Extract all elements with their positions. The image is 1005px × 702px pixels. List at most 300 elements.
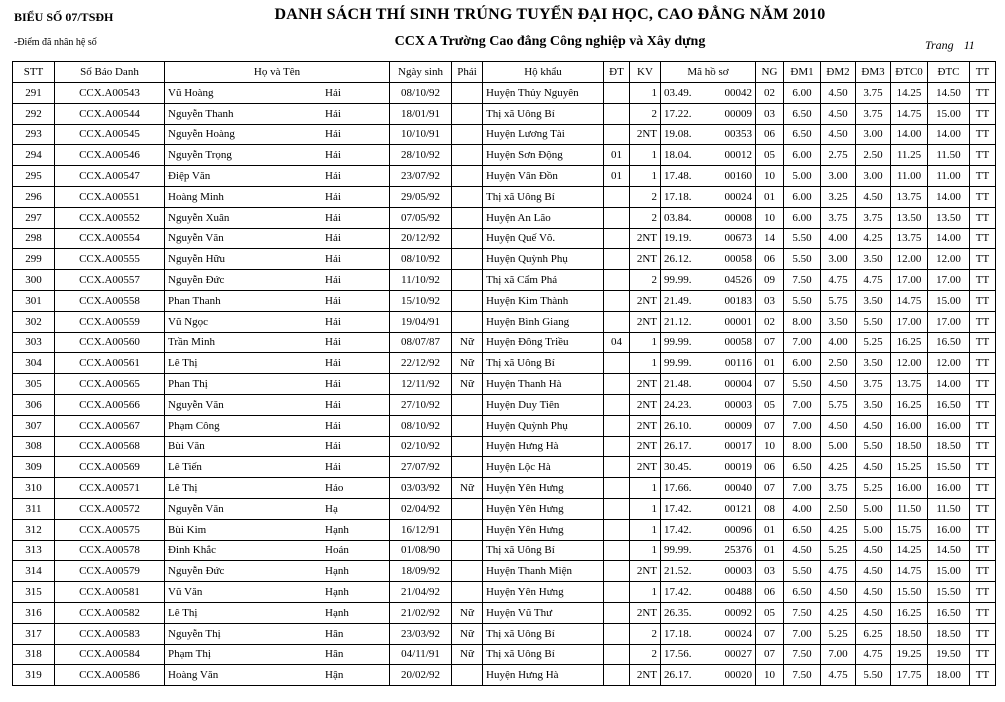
cell-dt	[604, 270, 630, 291]
cell-tt: TT	[970, 665, 996, 686]
cell-stt: 299	[13, 249, 55, 270]
cell-dm3: 4.50	[856, 415, 891, 436]
cell-dtc0: 15.25	[891, 457, 928, 478]
cell-dt	[604, 582, 630, 603]
cell-dm3: 5.25	[856, 478, 891, 499]
cell-file-code-prefix: 99.99.	[664, 357, 692, 370]
cell-sbd: CCX.A00544	[55, 103, 165, 124]
cell-given-name: Hạnh	[325, 606, 349, 619]
cell-full-name	[165, 186, 390, 207]
cell-ngay: 20/12/92	[390, 228, 452, 249]
cell-given-name: Hải	[325, 170, 341, 183]
cell-dtc: 15.00	[928, 561, 970, 582]
page-label: Trang	[925, 38, 954, 52]
cell-dt	[604, 290, 630, 311]
cell-dt	[604, 561, 630, 582]
cell-tt: TT	[970, 270, 996, 291]
cell-file-code-number: 00024	[724, 627, 752, 640]
cell-hk: Huyện Sơn Động	[483, 145, 604, 166]
cell-tt: TT	[970, 582, 996, 603]
cell-given-name: Hoán	[325, 544, 349, 557]
cell-family-name: Vũ Ngọc	[168, 315, 209, 328]
cell-file-code-number: 00092	[724, 606, 752, 619]
cell-dtc0: 18.50	[891, 436, 928, 457]
cell-file-code-number: 00116	[724, 357, 752, 370]
cell-sbd: CCX.A00566	[55, 394, 165, 415]
cell-dt	[604, 436, 630, 457]
cell-dm3: 3.75	[856, 374, 891, 395]
column-header: ĐTC	[928, 62, 970, 83]
cell-dm2: 4.75	[821, 665, 856, 686]
cell-dm3: 5.00	[856, 519, 891, 540]
cell-file-code	[661, 228, 756, 249]
cell-full-name	[165, 374, 390, 395]
cell-phai	[452, 249, 483, 270]
cell-file-code-number: 25376	[724, 544, 752, 557]
cell-dt	[604, 665, 630, 686]
cell-dtc: 11.50	[928, 145, 970, 166]
page-number: 11	[963, 38, 975, 52]
cell-phai	[452, 311, 483, 332]
document-title: DANH SÁCH THÍ SINH TRÚNG TUYỂN ĐẠI HỌC, CAO ĐẲNG NĂM 2010	[274, 6, 826, 23]
cell-file-code-prefix: 26.17.	[664, 669, 692, 682]
cell-dtc0: 14.25	[891, 540, 928, 561]
cell-dt	[604, 207, 630, 228]
cell-dt	[604, 311, 630, 332]
cell-kv: 2	[630, 623, 661, 644]
cell-ngay: 04/11/91	[390, 644, 452, 665]
cell-hk: Huyện Duy Tiên	[483, 394, 604, 415]
cell-ngay: 02/10/92	[390, 436, 452, 457]
cell-phai	[452, 103, 483, 124]
cell-sbd: CCX.A00559	[55, 311, 165, 332]
cell-dm2: 2.50	[821, 353, 856, 374]
cell-dm1: 7.00	[784, 478, 821, 499]
cell-kv: 1	[630, 166, 661, 187]
cell-kv: 2NT	[630, 602, 661, 623]
cell-kv: 1	[630, 353, 661, 374]
cell-file-code-prefix: 99.99.	[664, 274, 692, 287]
cell-tt: TT	[970, 436, 996, 457]
cell-dm3: 4.50	[856, 186, 891, 207]
cell-dtc: 16.50	[928, 394, 970, 415]
cell-given-name: Hải	[325, 294, 341, 307]
cell-full-name	[165, 623, 390, 644]
cell-phai	[452, 457, 483, 478]
cell-dm3: 4.50	[856, 582, 891, 603]
cell-tt: TT	[970, 602, 996, 623]
cell-dm2: 4.50	[821, 374, 856, 395]
cell-ng: 07	[756, 478, 784, 499]
cell-dtc0: 13.75	[891, 374, 928, 395]
cell-phai	[452, 145, 483, 166]
cell-tt: TT	[970, 249, 996, 270]
cell-kv: 2NT	[630, 457, 661, 478]
cell-ngay: 18/01/91	[390, 103, 452, 124]
cell-tt: TT	[970, 83, 996, 104]
cell-file-code-prefix: 99.99.	[664, 336, 692, 349]
cell-dt	[604, 124, 630, 145]
column-header: Mã hồ sơ	[661, 62, 756, 83]
column-header: ĐM3	[856, 62, 891, 83]
cell-full-name	[165, 415, 390, 436]
cell-phai: Nữ	[452, 353, 483, 374]
cell-file-code-number: 00001	[724, 315, 752, 328]
cell-hk: Huyện Yên Hưng	[483, 519, 604, 540]
cell-file-code	[661, 103, 756, 124]
cell-dtc0: 16.25	[891, 602, 928, 623]
cell-dm2: 4.25	[821, 519, 856, 540]
cell-dm3: 4.50	[856, 602, 891, 623]
cell-kv: 2NT	[630, 394, 661, 415]
cell-file-code-number: 00096	[724, 523, 752, 536]
cell-dtc0: 12.00	[891, 353, 928, 374]
cell-file-code-number: 00019	[724, 461, 752, 474]
cell-dm2: 3.00	[821, 166, 856, 187]
cell-dm1: 6.50	[784, 124, 821, 145]
cell-stt: 307	[13, 415, 55, 436]
cell-family-name: Nguyễn Văn	[168, 398, 224, 411]
cell-dtc: 14.00	[928, 228, 970, 249]
cell-ngay: 07/05/92	[390, 207, 452, 228]
cell-file-code-number: 00058	[724, 253, 752, 266]
cell-full-name	[165, 145, 390, 166]
cell-ng: 06	[756, 582, 784, 603]
cell-dm1: 6.00	[784, 186, 821, 207]
cell-hk: Thị xã Uông Bí	[483, 540, 604, 561]
cell-ng: 03	[756, 561, 784, 582]
cell-kv: 1	[630, 83, 661, 104]
score-note: -Điểm đã nhân hệ số	[14, 37, 97, 48]
cell-dm3: 3.75	[856, 207, 891, 228]
cell-ng: 10	[756, 166, 784, 187]
cell-file-code	[661, 207, 756, 228]
cell-dm3: 3.50	[856, 394, 891, 415]
cell-ngay: 20/02/92	[390, 665, 452, 686]
cell-file-code-number: 04526	[724, 274, 752, 287]
cell-family-name: Nguyễn Hoàng	[168, 128, 235, 141]
cell-stt: 301	[13, 290, 55, 311]
cell-kv: 1	[630, 332, 661, 353]
cell-dm1: 5.50	[784, 561, 821, 582]
cell-hk: Huyện An Lão	[483, 207, 604, 228]
cell-sbd: CCX.A00568	[55, 436, 165, 457]
cell-hk: Huyện Yên Hưng	[483, 582, 604, 603]
cell-family-name: Nguyễn Thanh	[168, 107, 234, 120]
column-header: KV	[630, 62, 661, 83]
cell-hk: Huyện Lộc Hà	[483, 457, 604, 478]
cell-dm3: 3.50	[856, 353, 891, 374]
cell-ng: 09	[756, 270, 784, 291]
cell-given-name: Hải	[325, 461, 341, 474]
cell-file-code	[661, 498, 756, 519]
cell-stt: 300	[13, 270, 55, 291]
column-header: Số Báo Danh	[55, 62, 165, 83]
cell-hk: Huyện Hưng Hà	[483, 436, 604, 457]
cell-full-name	[165, 124, 390, 145]
cell-ng: 01	[756, 540, 784, 561]
cell-dm3: 3.00	[856, 166, 891, 187]
cell-ng: 06	[756, 457, 784, 478]
cell-hk: Thị xã Uông Bí	[483, 103, 604, 124]
cell-file-code	[661, 665, 756, 686]
cell-dm2: 4.25	[821, 602, 856, 623]
cell-full-name	[165, 166, 390, 187]
column-header: Hộ khẩu	[483, 62, 604, 83]
cell-dm3: 2.50	[856, 145, 891, 166]
cell-dt	[604, 103, 630, 124]
cell-phai	[452, 83, 483, 104]
cell-dtc: 16.50	[928, 602, 970, 623]
cell-sbd: CCX.A00561	[55, 353, 165, 374]
cell-hk: Huyện Yên Hưng	[483, 498, 604, 519]
cell-kv: 1	[630, 498, 661, 519]
table-row	[13, 290, 996, 311]
cell-dm2: 3.25	[821, 186, 856, 207]
cell-dt	[604, 540, 630, 561]
cell-kv: 2NT	[630, 228, 661, 249]
cell-file-code-number: 00020	[724, 669, 752, 682]
cell-dm1: 7.00	[784, 394, 821, 415]
table-row	[13, 519, 996, 540]
cell-given-name: Hạnh	[325, 523, 349, 536]
cell-family-name: Phạm Công	[168, 419, 220, 432]
cell-stt: 292	[13, 103, 55, 124]
cell-dt: 01	[604, 145, 630, 166]
cell-stt: 311	[13, 498, 55, 519]
cell-file-code	[661, 644, 756, 665]
cell-file-code	[661, 540, 756, 561]
cell-stt: 302	[13, 311, 55, 332]
cell-stt: 298	[13, 228, 55, 249]
cell-file-code-prefix: 18.04.	[664, 149, 692, 162]
cell-sbd: CCX.A00567	[55, 415, 165, 436]
cell-ng: 08	[756, 498, 784, 519]
cell-phai: Nữ	[452, 623, 483, 644]
cell-given-name: Hạnh	[325, 586, 349, 599]
cell-dtc0: 16.00	[891, 415, 928, 436]
table-row	[13, 228, 996, 249]
cell-dm1: 5.00	[784, 166, 821, 187]
cell-full-name	[165, 103, 390, 124]
cell-full-name	[165, 478, 390, 499]
cell-file-code-number: 00012	[724, 149, 752, 162]
cell-dtc: 16.50	[928, 332, 970, 353]
cell-dm3: 5.50	[856, 436, 891, 457]
cell-given-name: Hải	[325, 336, 341, 349]
cell-kv: 2	[630, 186, 661, 207]
cell-file-code	[661, 145, 756, 166]
cell-file-code-prefix: 17.18.	[664, 627, 692, 640]
cell-hk: Thị xã Cẩm Phả	[483, 270, 604, 291]
cell-file-code-prefix: 21.12.	[664, 315, 692, 328]
cell-kv: 2NT	[630, 415, 661, 436]
cell-stt: 303	[13, 332, 55, 353]
cell-file-code-number: 00017	[724, 440, 752, 453]
cell-file-code	[661, 623, 756, 644]
cell-tt: TT	[970, 561, 996, 582]
table-row	[13, 332, 996, 353]
cell-given-name: Hải	[325, 419, 341, 432]
cell-stt: 297	[13, 207, 55, 228]
cell-family-name: Hoàng Minh	[168, 190, 224, 203]
cell-family-name: Nguyễn Đức	[168, 274, 225, 287]
cell-dm1: 8.00	[784, 436, 821, 457]
cell-tt: TT	[970, 457, 996, 478]
cell-dtc: 17.00	[928, 311, 970, 332]
cell-dm3: 4.75	[856, 270, 891, 291]
table-row	[13, 311, 996, 332]
cell-dm1: 6.50	[784, 519, 821, 540]
cell-stt: 315	[13, 582, 55, 603]
cell-dtc: 16.00	[928, 478, 970, 499]
cell-ng: 01	[756, 353, 784, 374]
cell-dm2: 4.75	[821, 561, 856, 582]
table-row	[13, 353, 996, 374]
cell-ngay: 27/10/92	[390, 394, 452, 415]
cell-file-code-number: 00003	[724, 398, 752, 411]
cell-ngay: 08/07/87	[390, 332, 452, 353]
cell-family-name: Phan Thanh	[168, 294, 221, 307]
cell-ngay: 21/02/92	[390, 602, 452, 623]
cell-dm2: 4.25	[821, 457, 856, 478]
cell-file-code-number: 00183	[724, 294, 752, 307]
cell-family-name: Nguyễn Đức	[168, 565, 225, 578]
cell-ngay: 03/03/92	[390, 478, 452, 499]
form-code: BIỂU SỐ 07/TSĐH	[14, 10, 114, 24]
cell-dtc: 17.00	[928, 270, 970, 291]
cell-dm2: 4.50	[821, 415, 856, 436]
cell-sbd: CCX.A00583	[55, 623, 165, 644]
cell-family-name: Phan Thị	[168, 378, 208, 391]
cell-sbd: CCX.A00565	[55, 374, 165, 395]
cell-full-name	[165, 249, 390, 270]
cell-file-code	[661, 582, 756, 603]
cell-given-name: Hải	[325, 128, 341, 141]
cell-dtc: 15.50	[928, 582, 970, 603]
cell-ng: 06	[756, 249, 784, 270]
cell-dm2: 4.00	[821, 332, 856, 353]
cell-dtc0: 16.00	[891, 478, 928, 499]
cell-dtc: 14.00	[928, 124, 970, 145]
cell-stt: 304	[13, 353, 55, 374]
cell-phai	[452, 228, 483, 249]
cell-ng: 03	[756, 290, 784, 311]
cell-given-name: Hận	[325, 669, 344, 682]
column-header: NG	[756, 62, 784, 83]
cell-dm2: 4.75	[821, 270, 856, 291]
table-row	[13, 186, 996, 207]
cell-ng: 05	[756, 145, 784, 166]
cell-dtc0: 16.25	[891, 332, 928, 353]
cell-tt: TT	[970, 353, 996, 374]
cell-file-code-number: 00027	[724, 648, 752, 661]
cell-ngay: 29/05/92	[390, 186, 452, 207]
cell-tt: TT	[970, 124, 996, 145]
cell-dm1: 7.00	[784, 332, 821, 353]
cell-phai: Nữ	[452, 332, 483, 353]
cell-full-name	[165, 457, 390, 478]
cell-file-code	[661, 270, 756, 291]
cell-full-name	[165, 498, 390, 519]
cell-family-name: Nguyễn Văn	[168, 232, 224, 245]
cell-stt: 310	[13, 478, 55, 499]
cell-ngay: 10/10/91	[390, 124, 452, 145]
table-row	[13, 436, 996, 457]
cell-file-code	[661, 374, 756, 395]
cell-dm2: 4.50	[821, 103, 856, 124]
cell-dm1: 5.50	[784, 249, 821, 270]
cell-file-code	[661, 478, 756, 499]
cell-file-code-prefix: 17.56.	[664, 648, 692, 661]
cell-file-code-number: 00040	[724, 482, 752, 495]
cell-dt	[604, 374, 630, 395]
cell-dm1: 7.00	[784, 623, 821, 644]
cell-ngay: 08/10/92	[390, 415, 452, 436]
cell-ngay: 16/12/91	[390, 519, 452, 540]
cell-tt: TT	[970, 332, 996, 353]
cell-hk: Huyện Đông Triều	[483, 332, 604, 353]
cell-ng: 03	[756, 103, 784, 124]
cell-hk: Huyện Yên Hưng	[483, 478, 604, 499]
cell-kv: 2	[630, 270, 661, 291]
cell-dtc: 14.00	[928, 374, 970, 395]
cell-dm2: 5.25	[821, 540, 856, 561]
cell-dt	[604, 415, 630, 436]
cell-hk: Huyện Vũ Thư	[483, 602, 604, 623]
cell-file-code-prefix: 17.42.	[664, 502, 692, 515]
cell-sbd: CCX.A00584	[55, 644, 165, 665]
table-row	[13, 103, 996, 124]
cell-dm1: 7.50	[784, 270, 821, 291]
cell-full-name	[165, 436, 390, 457]
cell-ngay: 15/10/92	[390, 290, 452, 311]
table-row	[13, 644, 996, 665]
cell-sbd: CCX.A00555	[55, 249, 165, 270]
cell-phai	[452, 540, 483, 561]
cell-hk: Thị xã Uông Bí	[483, 623, 604, 644]
cell-stt: 312	[13, 519, 55, 540]
cell-dtc: 19.50	[928, 644, 970, 665]
cell-ng: 05	[756, 602, 784, 623]
column-header: Ngày sinh	[390, 62, 452, 83]
cell-family-name: Nguyễn Thị	[168, 627, 221, 640]
cell-file-code-prefix: 26.35.	[664, 606, 692, 619]
cell-family-name: Nguyễn Văn	[168, 502, 224, 515]
cell-full-name	[165, 290, 390, 311]
cell-phai: Nữ	[452, 602, 483, 623]
cell-dm2: 3.75	[821, 207, 856, 228]
cell-dtc: 16.00	[928, 519, 970, 540]
cell-dtc0: 14.75	[891, 103, 928, 124]
cell-dm3: 5.50	[856, 311, 891, 332]
cell-file-code-prefix: 19.19.	[664, 232, 692, 245]
cell-kv: 2NT	[630, 124, 661, 145]
cell-dtc0: 14.75	[891, 561, 928, 582]
cell-file-code-prefix: 17.22.	[664, 107, 692, 120]
cell-file-code	[661, 83, 756, 104]
cell-given-name: Hải	[325, 274, 341, 287]
cell-stt: 295	[13, 166, 55, 187]
cell-stt: 317	[13, 623, 55, 644]
cell-kv: 2NT	[630, 249, 661, 270]
cell-hk: Huyện Bình Giang	[483, 311, 604, 332]
cell-tt: TT	[970, 623, 996, 644]
cell-dm1: 5.50	[784, 374, 821, 395]
cell-ng: 07	[756, 415, 784, 436]
cell-file-code-number: 00004	[724, 378, 752, 391]
cell-dm1: 5.50	[784, 290, 821, 311]
